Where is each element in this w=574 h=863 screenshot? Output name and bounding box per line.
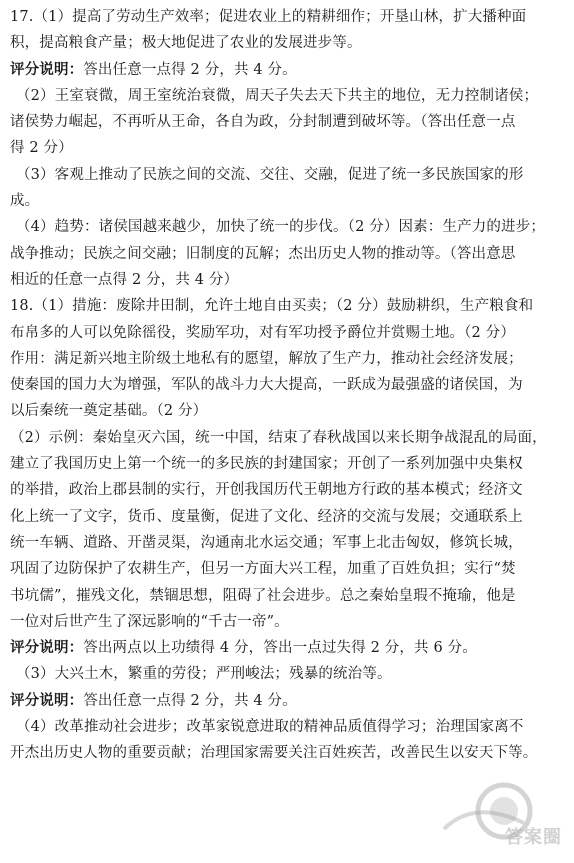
q18-line-4: 使秦国的国力大为增强，军队的战斗力大大提高，一跃成为最强盛的诸侯国，为	[10, 377, 523, 394]
q17-part4-line-2: 战争推动；民族之间交融；旧制度的瓦解；杰出历史人物的推动等。（答出意思	[10, 245, 516, 262]
q18-part2-line-4: 化上统一了文字，货币、度量衡，促进了文化、经济的交流与发展；交通联系上	[10, 508, 523, 525]
q17-line-2: 积，提高粮食产量；极大地促进了农业的发展进步等。	[10, 35, 362, 52]
q17-part3-line-1: （3）客观上推动了民族之间的交流、交往、交融，促进了统一多民族国家的形	[16, 166, 524, 183]
q18-part2-line-2: 建立了我国历史上第一个统一的多民族的封建国家；开创了一系列加强中央集权	[10, 456, 523, 473]
q18-line-1: 18.（1）措施：废除井田制，允许土地自由买卖；（2 分）鼓励耕织，生产粮食和	[10, 298, 534, 315]
q18-line-2: 布帛多的人可以免除徭役，奖励军功，对有军功授予爵位并赏赐土地。（2 分）	[10, 324, 515, 341]
q18-part2-line-5: 统一车辆、道路、开凿灵渠，沟通南北水运交通；军事上北击匈奴，修筑长城，	[10, 534, 523, 551]
q18-part4-line-2: 开杰出历史人物的重要贡献；治理国家需要关注百姓疾苦，改善民生以安天下等。	[10, 745, 538, 762]
scoring-note-3: 评分说明：答出任意一点得 2 分，共 4 分。	[10, 692, 297, 709]
q17-part4-line-3: 相近的任意一点得 2 分，共 4 分）	[10, 271, 239, 288]
q18-part2-line-1: （2）示例：秦始皇灭六国，统一中国，结束了春秋战国以来长期争战混乱的局面，	[10, 429, 547, 446]
q18-part3-line-1: （3）大兴土木，繁重的劳役；严刑峻法；残暴的统治等。	[16, 666, 392, 683]
scoring-note-1: 评分说明：答出任意一点得 2 分，共 4 分。	[10, 61, 297, 78]
q17-part2-line-1: （2）王室衰微，周王室统治衰微，周天子失去天下共主的地位，无力控制诸侯；	[16, 87, 539, 104]
scoring-label: 评分说明：	[10, 692, 84, 709]
q17-part2-line-3: 得 2 分）	[10, 140, 73, 157]
q17-part4-line-1: （4）趋势：诸侯国越来越少，加快了统一的步伐。（2 分）因素：生产力的进步；	[16, 219, 546, 236]
q17-line-1: 17.（1）提高了劳动生产效率；促进农业上的精耕细作；开垦山林，扩大播种面	[10, 9, 527, 25]
scoring-note-2: 评分说明：答出两点以上功绩得 4 分，答出一点过失得 2 分，共 6 分。	[10, 640, 477, 657]
scoring-label: 评分说明：	[10, 640, 84, 657]
q18-part2-line-6: 巩固了边防保护了农耕生产，但另一方面大兴工程，加重了百姓负担；实行“焚	[10, 561, 516, 578]
q17-part2-line-2: 诸侯势力崛起，不再听从王命，各自为政，分封制遭到破坏等。（答出任意一点	[10, 114, 516, 131]
q18-line-5: 以后秦统一奠定基础。（2 分）	[10, 403, 208, 420]
q17-part3-line-2: 成。	[10, 193, 40, 210]
q18-part2-line-8: 一位对后世产生了深远影响的“千古一帝”。	[10, 613, 289, 630]
q18-line-3: 作用：满足新兴地主阶级土地私有的愿望，解放了生产力，推动社会经济发展；	[10, 350, 523, 367]
q18-part4-line-1: （4）改革推动社会进步；改革家锐意进取的精神品质值得学习；治理国家离不	[16, 719, 524, 736]
scoring-label: 评分说明：	[10, 61, 84, 78]
q18-part2-line-7: 书坑儒”，摧残文化，禁锢思想，阻碍了社会进步。总之秦始皇瑕不掩瑜，他是	[10, 587, 516, 604]
watermark-text: 答案圈	[505, 827, 562, 848]
q18-part2-line-3: 的举措，政治上郡县制的实行，开创我国历代王朝地方行政的基本模式；经济文	[10, 482, 523, 499]
